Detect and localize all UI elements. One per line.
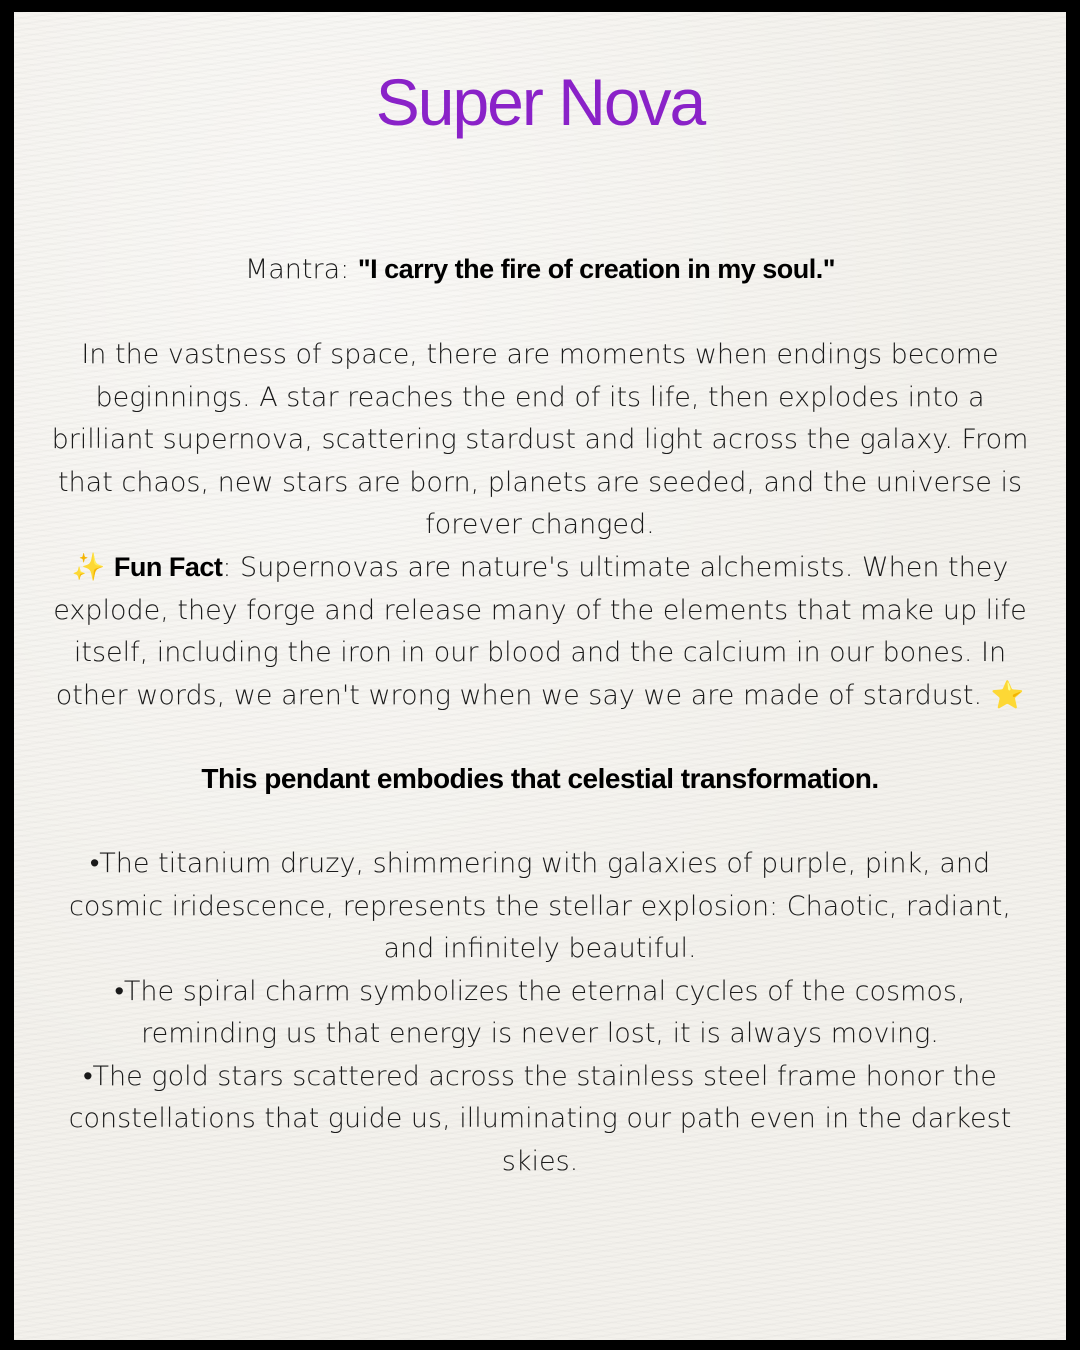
list-item: •The spiral charm symbolizes the eternal cycles of the cosmos, reminding us that energy is never lost, it is always moving.: [114, 975, 966, 1049]
list-item: •The titanium druzy, shimmering with galaxies of purple, pink, and cosmic iridescence, represents the stellar explosion: Chaotic, radiant, and infinitely beautiful.: [69, 848, 1011, 964]
fun-fact-text: : Supernovas are nature's ultimate alchemists. When they explode, they forge and release many of the elements that make up life itself, including the iron in our blood and the calcium in our bones. In other words, we aren't wrong when we say we are made of stardust.: [53, 552, 1027, 711]
fun-fact-paragraph: [50, 546, 1030, 717]
bullet-list: [50, 843, 1030, 1183]
sparkles-icon: ✨: [71, 552, 106, 583]
paper-card: [14, 12, 1066, 1340]
mantra-label: Mantra:: [244, 254, 358, 285]
page-title: Super Nova: [375, 65, 705, 139]
fun-fact-label: Fun Fact: [113, 552, 223, 582]
intro-paragraph: In the vastness of space, there are moments when endings become beginnings. A star reaches the end of its life, then explodes into a brilliant supernova, scattering stardust and light across the galaxy. From that chaos, new stars are born, planets are seeded, and the universe is forever changed.: [51, 339, 1029, 540]
list-item: •The gold stars scattered across the stainless steel frame honor the constellations that guide us, illuminating our path even in the darkest skies.: [68, 1060, 1012, 1177]
mantra-line: [50, 248, 1030, 292]
pendant-statement: This pendant embodies that celestial transformation.: [201, 763, 879, 794]
star-icon: ⭐: [990, 679, 1025, 711]
mantra-quote: "I carry the fire of creation in my soul.": [357, 254, 836, 284]
